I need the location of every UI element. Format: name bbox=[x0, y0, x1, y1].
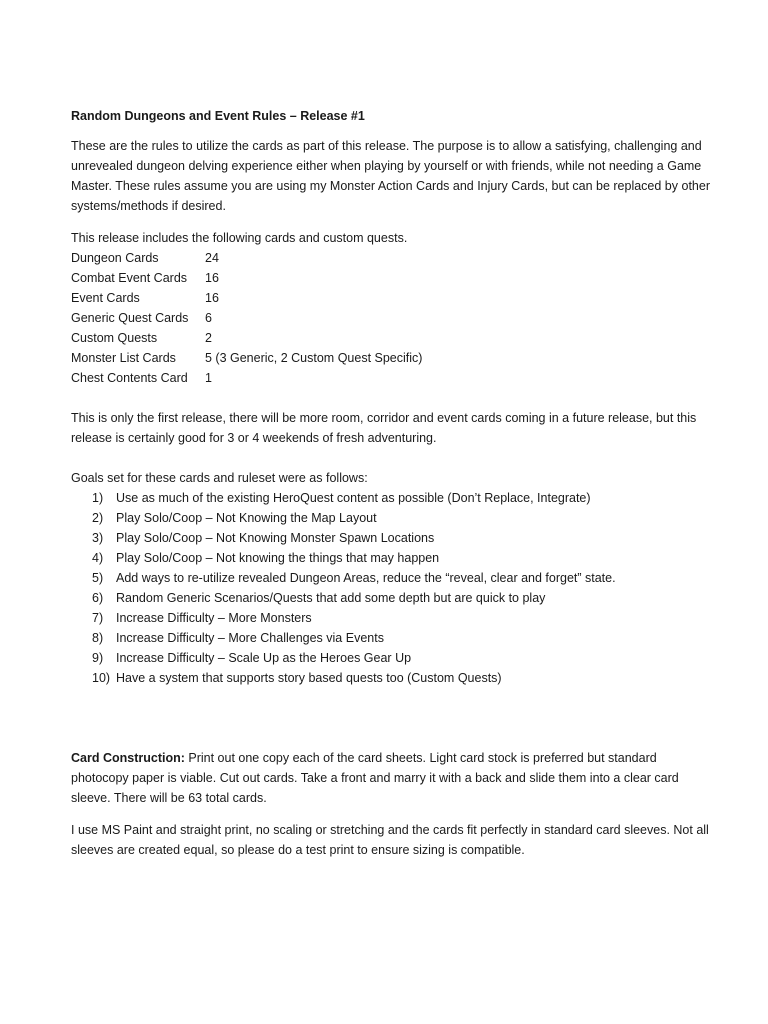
card-name: Dungeon Cards bbox=[71, 251, 159, 265]
intro-paragraph: These are the rules to utilize the cards as part of this release. The purpose is to allow a satisfying, challenging and unrevealed dungeon delving experience either when playing by yourself or with friends, while not needing a Game Master. These rules assume you are using my Monster Action Cards and Injury Cards, but can be replaced by other systems/methods if desired. bbox=[71, 139, 710, 213]
card-count: 5 (3 Generic, 2 Custom Quest Specific) bbox=[205, 351, 423, 365]
list-item bbox=[71, 588, 711, 608]
list-text: Add ways to re-utilize revealed Dungeon Areas, reduce the “reveal, clear and forget” state. bbox=[116, 571, 616, 585]
card-name: Combat Event Cards bbox=[71, 271, 188, 285]
list-item bbox=[71, 548, 711, 568]
table-row bbox=[71, 328, 422, 348]
list-text: Increase Difficulty – More Challenges via Events bbox=[116, 631, 384, 645]
list-number: 2) bbox=[92, 511, 104, 525]
list-text: Play Solo/Coop – Not Knowing Monster Spawn Locations bbox=[116, 531, 435, 545]
cards-table bbox=[71, 248, 422, 388]
list-number: 7) bbox=[92, 611, 104, 625]
card-name: Event Cards bbox=[71, 291, 140, 305]
card-count: 16 bbox=[205, 291, 219, 305]
list-text: Use as much of the existing HeroQuest content as possible (Don’t Replace, Integrate) bbox=[116, 491, 591, 505]
table-row bbox=[71, 348, 422, 368]
card-count: 6 bbox=[205, 311, 212, 325]
list-number: 1) bbox=[92, 491, 104, 505]
list-number: 9) bbox=[92, 651, 104, 665]
card-count: 2 bbox=[205, 331, 212, 345]
ms-paint-paragraph: I use MS Paint and straight print, no scaling or stretching and the cards fit perfectly in standard card sleeves. Not all sleeves are created equal, so please do a test print to ensure sizing is compatible. bbox=[71, 823, 709, 857]
list-text: Increase Difficulty – Scale Up as the Heroes Gear Up bbox=[116, 651, 412, 665]
list-item bbox=[71, 508, 711, 528]
list-number: 6) bbox=[92, 591, 104, 605]
list-number: 10) bbox=[92, 671, 111, 685]
list-item bbox=[71, 608, 711, 628]
list-item bbox=[71, 568, 711, 588]
document-title: Random Dungeons and Event Rules – Release #1 bbox=[71, 109, 365, 123]
table-row bbox=[71, 288, 422, 308]
first-release-paragraph: This is only the first release, there will be more room, corridor and event cards coming in a future release, but this release is certainly good for 3 or 4 weekends of fresh adventuring. bbox=[71, 411, 697, 445]
list-text: Play Solo/Coop – Not Knowing the Map Layout bbox=[116, 511, 377, 525]
list-text: Random Generic Scenarios/Quests that add some depth but are quick to play bbox=[116, 591, 546, 605]
list-item bbox=[71, 628, 711, 648]
table-row bbox=[71, 248, 422, 268]
card-name: Chest Contents Card bbox=[71, 371, 188, 385]
spacer bbox=[71, 388, 711, 408]
list-number: 8) bbox=[92, 631, 104, 645]
list-item bbox=[71, 668, 711, 688]
card-name: Generic Quest Cards bbox=[71, 311, 189, 325]
list-text: Play Solo/Coop – Not knowing the things that may happen bbox=[116, 551, 440, 565]
spacer bbox=[71, 448, 711, 468]
card-count: 24 bbox=[205, 251, 219, 265]
list-text: Have a system that supports story based quests too (Custom Quests) bbox=[116, 671, 502, 685]
list-number: 4) bbox=[92, 551, 104, 565]
table-row bbox=[71, 268, 422, 288]
card-name: Monster List Cards bbox=[71, 351, 176, 365]
spacer bbox=[71, 688, 711, 748]
list-item bbox=[71, 648, 711, 668]
list-text: Increase Difficulty – More Monsters bbox=[116, 611, 312, 625]
list-item bbox=[71, 488, 711, 508]
card-name: Custom Quests bbox=[71, 331, 158, 345]
card-construction-paragraph bbox=[71, 748, 711, 808]
goals-heading: Goals set for these cards and ruleset were as follows: bbox=[71, 471, 368, 485]
card-construction-label: Card Construction: bbox=[71, 751, 185, 765]
table-row bbox=[71, 308, 422, 328]
list-number: 3) bbox=[92, 531, 104, 545]
card-count: 1 bbox=[205, 371, 212, 385]
card-construction-text: Print out one copy each of the card sheets. Light card stock is preferred but standard photocopy paper is viable. Cut out cards. Take a front and marry it with a back and slide them into a clear card sleeve. There will be 63 total cards. bbox=[71, 751, 679, 805]
list-item bbox=[71, 528, 711, 548]
document-page bbox=[71, 106, 711, 860]
goals-list bbox=[71, 488, 711, 688]
includes-heading: This release includes the following cards and custom quests. bbox=[71, 231, 408, 245]
table-row bbox=[71, 368, 422, 388]
card-count: 16 bbox=[205, 271, 219, 285]
list-number: 5) bbox=[92, 571, 104, 585]
